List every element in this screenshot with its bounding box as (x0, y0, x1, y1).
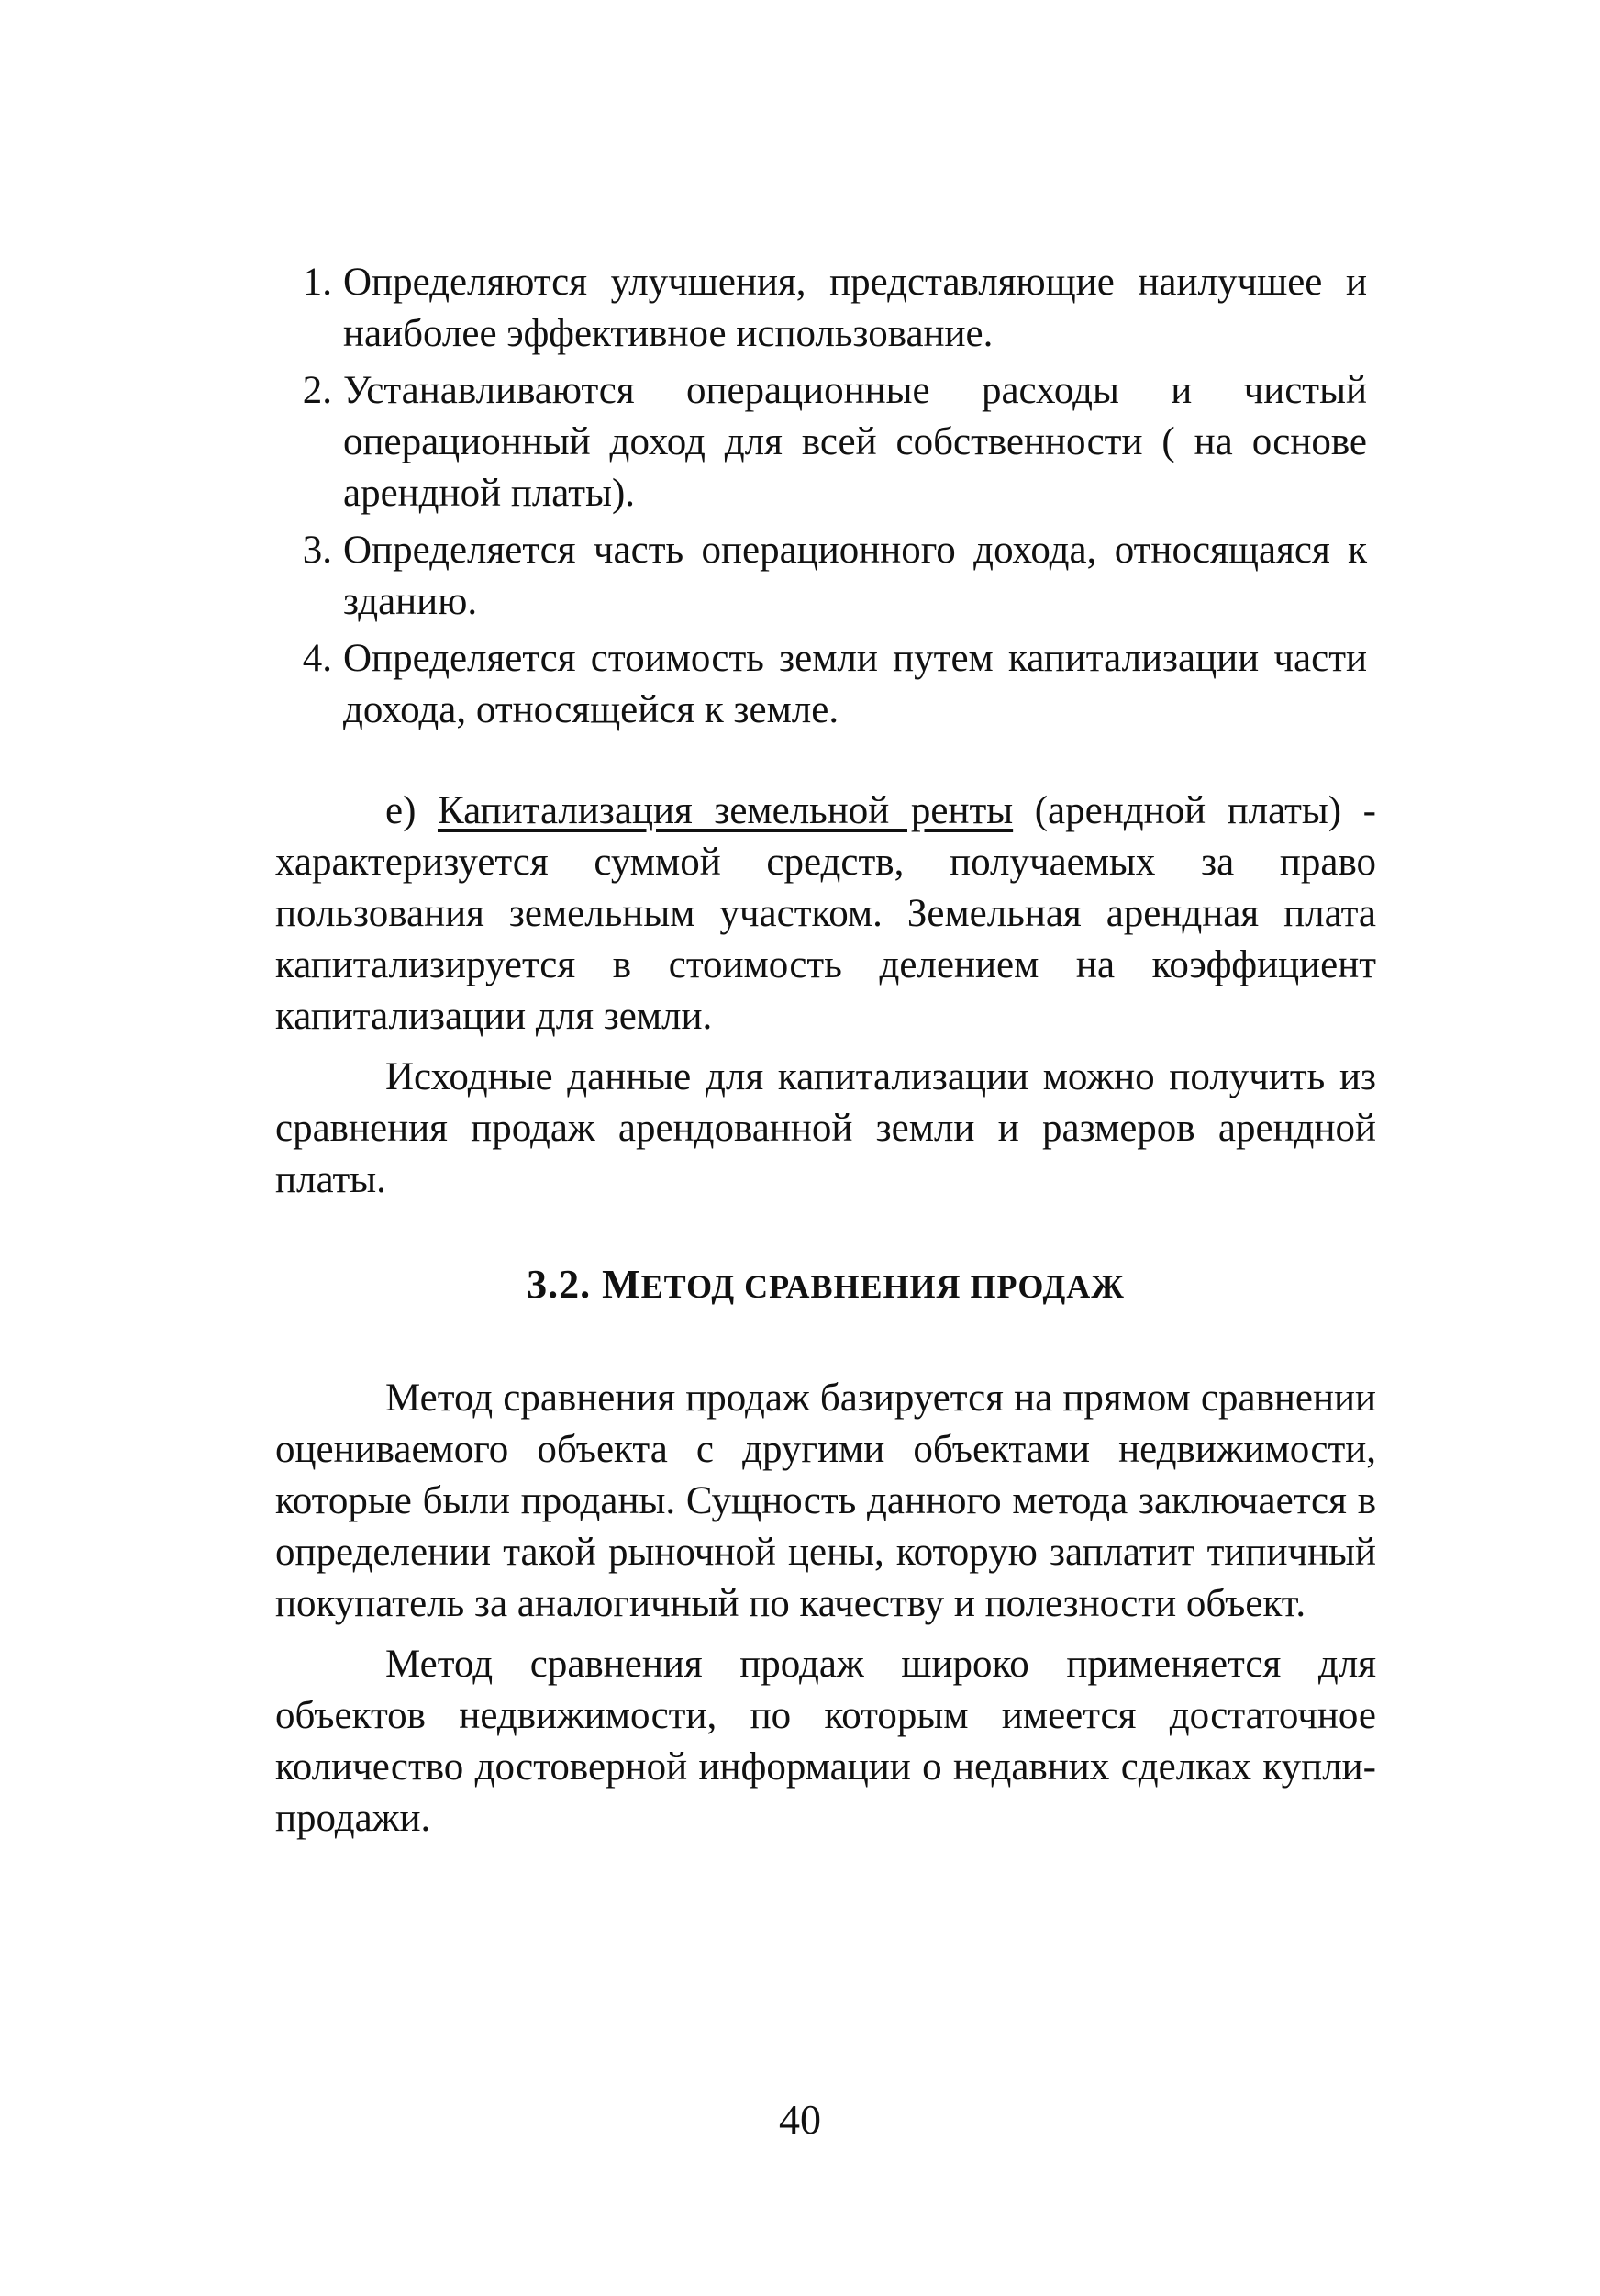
page-number: 40 (779, 2096, 821, 2143)
section-e-paragraph-2: Исходные данные для капитализации можно получить из сравнения продаж арендованной земли и размеров арендной платы. (275, 1055, 1376, 1201)
list-item-number: 4. (302, 637, 332, 680)
list-item-text: Определяется стоимость земли путем капитализации части дохода, относящейся к земле. (343, 637, 1367, 731)
list-item (275, 525, 1376, 628)
list-item-number: 1. (302, 261, 332, 304)
list-item (275, 257, 1376, 360)
body-paragraph: Метод сравнения продаж базируется на прямом сравнении оцениваемого объекта с другими объектами недвижимости, которые были проданы. Сущность данного метода заключается в определении такой рыночной цены, которую заплатит типичный покупатель за аналогичный по качеству и полезности объект. (275, 1376, 1376, 1625)
list-item-number: 3. (302, 529, 332, 572)
list-item (275, 365, 1376, 519)
list-item-text: Устанавливаются операционные расходы и чистый операционный доход для всей собственности ( на основе арендной платы). (343, 369, 1367, 515)
list-item (275, 633, 1376, 736)
list-item-text: Определяется часть операционного дохода, относящаяся к зданию. (343, 529, 1367, 623)
list-item-text: Определяются улучшения, представляющие наилучшее и наиболее эффективное использование. (343, 261, 1367, 355)
section-e-prefix: е) (385, 789, 438, 832)
section-heading-number: 3.2. (527, 1262, 603, 1307)
section-heading-title: ЕТОД СРАВНЕНИЯ ПРОДАЖ (640, 1268, 1125, 1305)
section-e-definition: (арендной платы) - характеризуется суммой средств, получаемых за право пользования земельным участком. Земельная арендная плата капитализируется в стоимость делением на коэффициент капитализации для земли. (275, 789, 1377, 1038)
section-heading-initial: М (602, 1262, 641, 1307)
page-content (275, 257, 1376, 1845)
list-item-number: 2. (302, 369, 332, 412)
body-paragraph: Метод сравнения продаж широко применяется для объектов недвижимости, по которым имеется достаточное количество достоверной информации о недавних сделках купли-продажи. (275, 1643, 1376, 1840)
section-heading (275, 1259, 1376, 1312)
numbered-list (275, 257, 1376, 736)
section-e-paragraph (275, 786, 1376, 1042)
section-e-term: Капитализация земельной ренты (437, 789, 1014, 832)
